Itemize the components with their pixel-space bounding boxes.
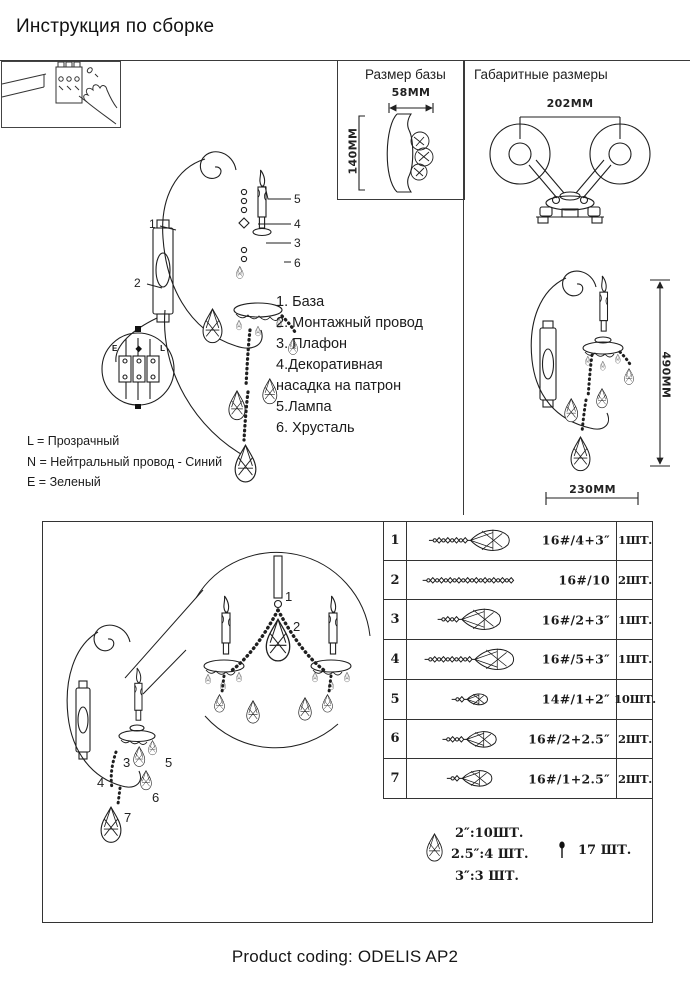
exploded-callout-3: 3 <box>294 236 301 250</box>
wiring-legend <box>27 431 267 493</box>
crystal-chain-icon <box>409 561 535 600</box>
table-row <box>384 640 653 680</box>
assembly-callout-2: 2 <box>293 619 301 634</box>
table-row <box>384 759 653 799</box>
assembly-callout-7: 7 <box>124 810 132 825</box>
row-part <box>407 759 616 798</box>
terminal-label-n: ◆ <box>135 344 142 353</box>
parts-list-item: 3. Плафон <box>276 336 348 352</box>
assembly-callout-5: 5 <box>165 755 173 770</box>
exploded-callout-6: 6 <box>294 256 301 270</box>
row-number: 1 <box>384 521 407 560</box>
summary-2-5in: 2.5″:4 ШТ. <box>451 847 529 862</box>
parts-list-item: 5.Лампа <box>276 399 332 415</box>
part-quantity: 10ШТ. <box>616 680 653 719</box>
part-quantity: 1ШТ. <box>616 600 653 639</box>
row-part <box>407 720 616 759</box>
row-number: 2 <box>384 561 407 600</box>
assembly-callout-6: 6 <box>152 790 160 805</box>
table-row <box>384 680 656 720</box>
exploded-callout-5: 5 <box>294 192 301 206</box>
assembly-callout-1: 1 <box>285 589 293 604</box>
part-size: 16#/2+2.5″ <box>528 731 610 747</box>
row-number: 4 <box>384 640 407 679</box>
summary-3in: 3″:3 ШТ. <box>455 869 519 884</box>
assembly-callout-4: 4 <box>97 775 105 790</box>
wiring-legend-line: E = Зеленый <box>27 475 101 489</box>
crystal-chain-icon <box>409 720 535 759</box>
exploded-callout-2: 2 <box>134 276 141 290</box>
crystal-chain-icon <box>409 640 535 679</box>
row-part <box>407 640 616 679</box>
assembly-callout-3: 3 <box>123 755 131 770</box>
row-part <box>407 521 616 560</box>
wiring-legend-line: N = Нейтральный провод - Синий <box>27 454 223 469</box>
exploded-callout-1: 1 <box>149 217 156 231</box>
part-quantity: 1ШТ. <box>616 640 653 679</box>
parts-list <box>276 292 438 439</box>
base-size-title: Размер базы <box>365 67 446 82</box>
page-title: Инструкция по сборке <box>16 16 215 37</box>
top-view <box>490 117 650 223</box>
base-width-label: 58MM <box>391 86 431 99</box>
part-quantity: 2ШТ. <box>616 561 653 600</box>
part-size: 16#/10 <box>558 572 610 588</box>
table-row <box>384 561 653 601</box>
row-number: 6 <box>384 720 407 759</box>
crystal-chain-icon <box>409 759 535 798</box>
overall-size-title: Габаритные размеры <box>474 67 608 82</box>
row-part <box>407 600 616 639</box>
table-row <box>384 600 653 640</box>
part-quantity: 2ШТ. <box>616 759 653 798</box>
row-number: 5 <box>384 680 407 719</box>
row-number: 7 <box>384 759 407 798</box>
overall-width-label: 202MM <box>546 97 594 110</box>
overall-height-label: 490MM <box>659 351 673 399</box>
part-size: 16#/2+3″ <box>541 612 610 628</box>
terminal-label-l: L <box>160 344 165 353</box>
table-row <box>384 720 653 760</box>
row-number: 3 <box>384 600 407 639</box>
terminal-label-e: E <box>112 344 118 353</box>
row-part <box>407 680 616 719</box>
summary-total: 17 ШТ. <box>578 843 632 858</box>
summary-2in: 2″:10ШТ. <box>455 826 524 841</box>
terminal-labels <box>112 344 165 353</box>
crystal-chain-icon <box>409 600 535 639</box>
row-part <box>407 561 616 600</box>
terminal-detail <box>102 326 174 409</box>
part-size: 14#/1+2″ <box>541 691 610 707</box>
crystal-chain-icon <box>409 521 535 560</box>
parts-list-item: 1. База <box>276 294 325 310</box>
part-size: 16#/1+2.5″ <box>528 771 610 787</box>
parts-table <box>383 521 656 799</box>
part-quantity: 1ШТ. <box>616 521 653 560</box>
overall-depth-label: 230MM <box>569 483 616 496</box>
side-view <box>531 271 670 505</box>
parts-list-item: 6. Хрусталь <box>276 420 355 436</box>
part-size: 16#/5+3″ <box>541 651 610 667</box>
exploded-callout-4: 4 <box>294 217 301 231</box>
parts-list-item: 2. Монтажный провод <box>276 315 423 331</box>
table-row <box>384 521 653 561</box>
part-size: 16#/4+3″ <box>541 532 610 548</box>
part-quantity: 2ШТ. <box>616 720 653 759</box>
crystal-chain-icon <box>409 680 535 719</box>
parts-list-item: 4.Декоративная насадка на патрон <box>276 357 402 394</box>
product-coding: Product coding: ODELIS AP2 <box>231 947 459 966</box>
mounting-illustration-box <box>1 61 121 128</box>
base-height-label: 140MM <box>346 127 360 175</box>
wiring-legend-line: L = Прозрачный <box>27 434 120 448</box>
